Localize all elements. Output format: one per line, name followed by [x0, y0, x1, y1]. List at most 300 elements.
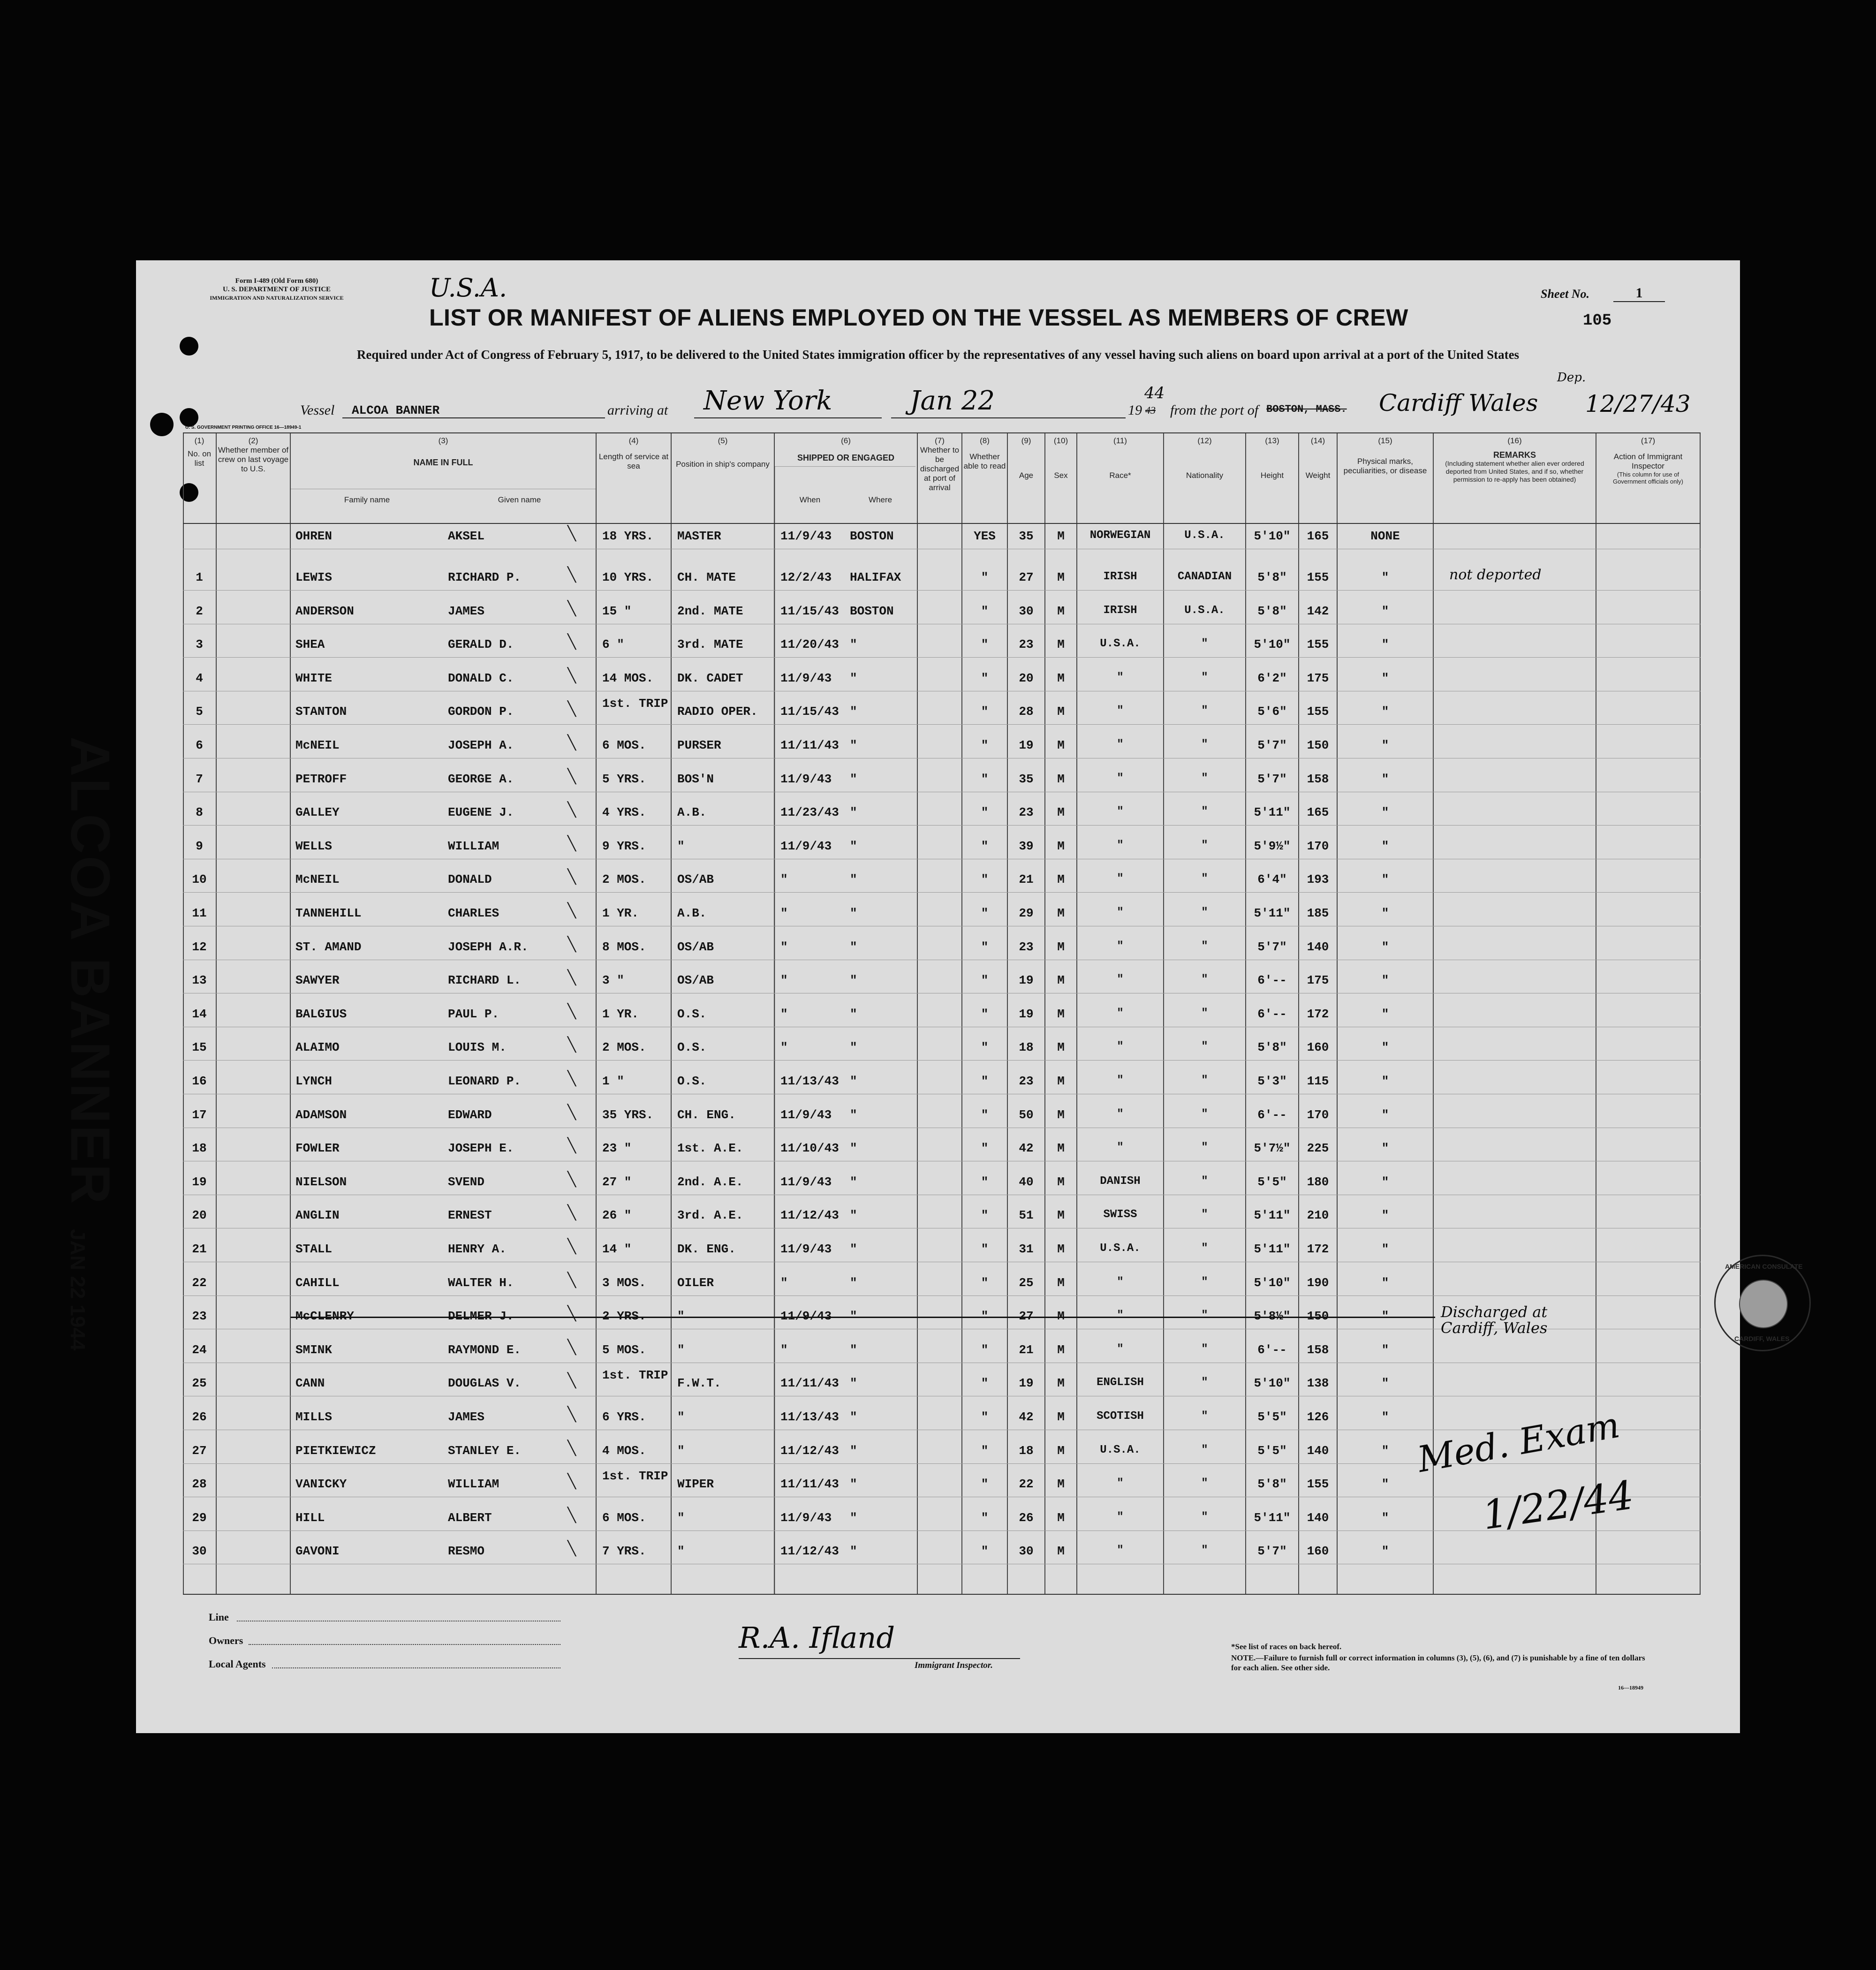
able-to-read-cell: "	[981, 671, 989, 685]
page-title: LIST OR MANIFEST OF ALIENS EMPLOYED ON THE VESSEL AS MEMBERS OF CREW	[429, 304, 1408, 331]
physical-marks-cell: NONE	[1370, 529, 1400, 543]
check-mark: ╲	[567, 1070, 576, 1087]
shipped-when-cell: "	[780, 1007, 788, 1021]
shipped-when-cell: 11/23/43	[780, 805, 839, 820]
able-to-read-cell: "	[981, 805, 989, 820]
physical-marks-cell: "	[1381, 1309, 1389, 1324]
given-name-cell: ERNEST	[448, 1208, 492, 1223]
row-number-cell: 14	[192, 1007, 207, 1021]
length-of-service-cell: 1 YR.	[602, 906, 639, 920]
position-cell: OS/AB	[677, 940, 714, 954]
length-of-service-cell: 6 MOS.	[602, 738, 646, 752]
given-name-cell: HENRY A.	[448, 1242, 507, 1256]
shipped-where-cell: "	[850, 671, 857, 685]
length-of-service-cell: 26 "	[602, 1208, 632, 1223]
weight-cell: 158	[1307, 1342, 1329, 1357]
nationality-cell: "	[1201, 1342, 1208, 1356]
arrival-date: Jan 22	[910, 386, 995, 416]
family-name-cell: GAVONI	[295, 1544, 340, 1559]
inspector-signature: R.A. Ifland	[739, 1621, 895, 1655]
race-cell: "	[1117, 1309, 1124, 1322]
family-name-cell: ALAIMO	[295, 1040, 340, 1055]
family-name-cell: VANICKY	[295, 1477, 347, 1492]
from-port-struck: BOSTON, MASS.	[1266, 403, 1347, 415]
age-cell: 18	[1019, 1443, 1034, 1458]
height-cell: 6'4"	[1257, 872, 1287, 887]
length-of-service-cell: 1st. TRIP	[602, 1469, 668, 1484]
sex-cell: M	[1057, 1510, 1065, 1525]
col-read-header: (8) Whether able to read	[963, 436, 1006, 470]
sex-cell: M	[1057, 906, 1065, 920]
handwritten-country: U.S.A.	[429, 273, 507, 303]
shipped-when-cell: 11/9/43	[780, 1510, 832, 1525]
shipped-where-cell: "	[850, 1443, 857, 1458]
med-exam-signature: Med. Exam	[1414, 1403, 1623, 1481]
length-of-service-cell: 5 MOS.	[602, 1342, 646, 1357]
given-name-cell: WILLIAM	[448, 839, 499, 853]
able-to-read-cell: "	[981, 637, 989, 652]
physical-marks-cell: "	[1381, 1007, 1389, 1021]
height-cell: 5'5"	[1257, 1174, 1287, 1189]
page-stamp-number: 105	[1583, 312, 1612, 330]
col-weight-header: (14) Weight	[1305, 436, 1331, 480]
length-of-service-cell: 35 YRS.	[602, 1107, 654, 1122]
check-mark: ╲	[567, 835, 576, 852]
sex-cell: M	[1057, 1410, 1065, 1424]
shipped-where-cell: "	[850, 1544, 857, 1559]
length-of-service-cell: 2 MOS.	[602, 872, 646, 887]
shipped-when-cell: 11/9/43	[780, 1309, 832, 1324]
weight-cell: 140	[1307, 1443, 1329, 1458]
able-to-read-cell: "	[981, 1376, 989, 1391]
departure-date: 12/27/43	[1585, 390, 1691, 417]
height-cell: 5'7"	[1257, 940, 1287, 954]
col-given-name-header: Given name	[498, 495, 541, 504]
shipped-where-cell: "	[850, 906, 857, 920]
row-number-cell: 15	[192, 1040, 207, 1055]
sex-cell: M	[1057, 637, 1065, 652]
height-cell: 5'11"	[1254, 1208, 1291, 1223]
age-cell: 40	[1019, 1174, 1034, 1189]
able-to-read-cell: "	[981, 1477, 989, 1492]
weight-cell: 172	[1307, 1242, 1329, 1256]
check-mark: ╲	[567, 869, 576, 886]
physical-marks-cell: "	[1381, 1376, 1389, 1391]
sex-cell: M	[1057, 772, 1065, 786]
row-number-cell: 17	[192, 1107, 207, 1122]
check-mark: ╲	[567, 768, 576, 785]
shipped-when-cell: "	[780, 973, 788, 988]
shipped-when-cell: 11/10/43	[780, 1141, 839, 1156]
shipped-when-cell: 11/9/43	[780, 529, 832, 543]
shipped-when-cell: 11/9/43	[780, 1107, 832, 1122]
able-to-read-cell: "	[981, 705, 989, 719]
position-cell: "	[677, 1410, 685, 1424]
weight-cell: 126	[1307, 1410, 1329, 1424]
physical-marks-cell: "	[1381, 1410, 1389, 1424]
race-cell: "	[1117, 973, 1124, 986]
height-cell: 5'8"	[1257, 1040, 1287, 1055]
position-cell: O.S.	[677, 1007, 707, 1021]
check-mark: ╲	[567, 902, 576, 919]
col-action-header: (17) Action of Immigrant Inspector (This column for use of Government officials only)	[1612, 436, 1684, 485]
col-height-header: (13) Height	[1260, 436, 1284, 480]
physical-marks-cell: "	[1381, 805, 1389, 820]
family-name-cell: MILLS	[295, 1410, 333, 1424]
position-cell: CH. ENG.	[677, 1107, 736, 1122]
check-mark: ╲	[567, 667, 576, 684]
height-cell: 5'7½"	[1254, 1141, 1291, 1156]
height-cell: 5'8"	[1257, 1477, 1287, 1492]
age-cell: 25	[1019, 1275, 1034, 1290]
sex-cell: M	[1057, 872, 1065, 887]
sex-cell: M	[1057, 805, 1065, 820]
weight-cell: 160	[1307, 1544, 1329, 1559]
race-cell: U.S.A.	[1100, 1242, 1141, 1255]
given-name-cell: RESMO	[448, 1544, 485, 1559]
age-cell: 21	[1019, 1342, 1034, 1357]
row-number-cell: 1	[196, 570, 203, 584]
shipped-when-cell: 11/13/43	[780, 1410, 839, 1424]
able-to-read-cell: "	[981, 1275, 989, 1290]
age-cell: 19	[1019, 1007, 1034, 1021]
row-number-cell: 3	[196, 637, 203, 652]
weight-cell: 172	[1307, 1007, 1329, 1021]
arriving-label: arriving at	[607, 402, 668, 418]
nationality-cell: "	[1201, 973, 1208, 986]
row-number-cell: 16	[192, 1074, 207, 1088]
line-label: Line	[209, 1611, 229, 1623]
col-nationality-header: (12) Nationality	[1186, 436, 1224, 480]
year-prefix: 19	[1128, 402, 1142, 418]
nationality-cell: "	[1201, 1275, 1208, 1288]
check-mark: ╲	[567, 936, 576, 953]
shipped-when-cell: 11/11/43	[780, 738, 839, 752]
height-cell: 6'--	[1257, 973, 1287, 988]
row-number-cell: 10	[192, 872, 207, 887]
weight-cell: 150	[1307, 1309, 1329, 1324]
nationality-cell: "	[1201, 1040, 1208, 1053]
check-mark: ╲	[567, 525, 576, 542]
row-number-cell: 19	[192, 1174, 207, 1189]
col-marks-header: (15) Physical marks, peculiarities, or disease	[1343, 436, 1427, 475]
age-cell: 23	[1019, 637, 1034, 652]
row-number-cell: 9	[196, 839, 203, 853]
form-reference	[188, 277, 366, 302]
weight-cell: 158	[1307, 772, 1329, 786]
row-number-cell: 27	[192, 1443, 207, 1458]
check-mark: ╲	[567, 1238, 576, 1255]
race-cell: IRISH	[1103, 604, 1137, 617]
age-cell: 27	[1019, 570, 1034, 584]
race-cell: "	[1117, 1040, 1124, 1053]
check-mark: ╲	[567, 634, 576, 651]
physical-marks-cell: "	[1381, 1242, 1389, 1256]
form-number: Form I-489 (Old Form 680)	[235, 277, 318, 285]
position-cell: OS/AB	[677, 973, 714, 988]
length-of-service-cell: 6 YRS.	[602, 1410, 646, 1424]
family-name-cell: SMINK	[295, 1342, 333, 1357]
sex-cell: M	[1057, 1107, 1065, 1122]
penalty-note: NOTE.—Failure to furnish full or correct information in columns (3), (5), (6), and (7) is punishable by a fine of ten dollars for each alien. See other side.	[1231, 1653, 1645, 1672]
able-to-read-cell: "	[981, 604, 989, 618]
weight-cell: 138	[1307, 1376, 1329, 1391]
check-mark: ╲	[567, 970, 576, 986]
row-number-cell: 26	[192, 1410, 207, 1424]
height-cell: 5'6"	[1257, 705, 1287, 719]
given-name-cell: RICHARD L.	[448, 973, 522, 988]
nationality-cell: "	[1201, 1242, 1208, 1255]
race-cell: ENGLISH	[1097, 1376, 1144, 1389]
shipped-when-cell: 11/9/43	[780, 839, 832, 853]
weight-cell: 190	[1307, 1275, 1329, 1290]
family-name-cell: GALLEY	[295, 805, 340, 820]
shipped-where-cell: "	[850, 1107, 857, 1122]
position-cell: OILER	[677, 1275, 714, 1290]
weight-cell: 155	[1307, 705, 1329, 719]
family-name-cell: HILL	[295, 1510, 325, 1525]
age-cell: 19	[1019, 738, 1034, 752]
check-mark: ╲	[567, 1272, 576, 1288]
sex-cell: M	[1057, 1376, 1065, 1391]
family-name-cell: PIETKIEWICZ	[295, 1443, 376, 1458]
race-cell: U.S.A.	[1100, 637, 1141, 651]
row-number-cell: 24	[192, 1342, 207, 1357]
family-name-cell: NIELSON	[295, 1174, 347, 1189]
shipped-when-cell: 11/11/43	[780, 1376, 839, 1391]
age-cell: 29	[1019, 906, 1034, 920]
family-name-cell: STALL	[295, 1242, 333, 1256]
check-mark: ╲	[567, 1305, 576, 1322]
remark-not-deported: not deported	[1449, 567, 1542, 583]
check-mark: ╲	[567, 1372, 576, 1389]
given-name-cell: LEONARD P.	[448, 1074, 522, 1088]
position-cell: "	[677, 1443, 685, 1458]
row-number-cell: 11	[192, 906, 207, 920]
position-cell: 3rd. MATE	[677, 637, 743, 652]
race-cell: "	[1117, 805, 1124, 818]
shipped-where-cell: "	[850, 1007, 857, 1021]
check-mark: ╲	[567, 735, 576, 751]
given-name-cell: WILLIAM	[448, 1477, 499, 1492]
nationality-cell: CANADIAN	[1177, 570, 1232, 583]
physical-marks-cell: "	[1381, 570, 1389, 584]
length-of-service-cell: 8 MOS.	[602, 940, 646, 954]
length-of-service-cell: 9 YRS.	[602, 839, 646, 853]
nationality-cell: "	[1201, 1007, 1208, 1020]
sex-cell: M	[1057, 1040, 1065, 1055]
check-mark: ╲	[567, 802, 576, 818]
strikethrough-line	[291, 1317, 1435, 1318]
position-cell: BOS'N	[677, 772, 714, 786]
shipped-where-cell: "	[850, 973, 857, 988]
check-mark: ╲	[567, 1104, 576, 1121]
physical-marks-cell: "	[1381, 1074, 1389, 1088]
height-cell: 5'7"	[1257, 772, 1287, 786]
family-name-cell: CAHILL	[295, 1275, 340, 1290]
length-of-service-cell: 4 MOS.	[602, 1443, 646, 1458]
nationality-cell: "	[1201, 1208, 1208, 1221]
height-cell: 5'3"	[1257, 1074, 1287, 1088]
given-name-cell: EDWARD	[448, 1107, 492, 1122]
race-cell: "	[1117, 1141, 1124, 1154]
sex-cell: M	[1057, 529, 1065, 543]
position-cell: OS/AB	[677, 872, 714, 887]
shipped-when-cell: 11/9/43	[780, 1174, 832, 1189]
shipped-when-cell: 12/2/43	[780, 570, 832, 584]
given-name-cell: JOSEPH A.	[448, 738, 514, 752]
row-number-cell: 18	[192, 1141, 207, 1156]
shipped-when-cell: 11/11/43	[780, 1477, 839, 1492]
height-cell: 6'--	[1257, 1107, 1287, 1122]
physical-marks-cell: "	[1381, 1342, 1389, 1357]
col-family-name-header: Family name	[344, 495, 390, 504]
nationality-cell: "	[1201, 872, 1208, 886]
shipped-where-cell: "	[850, 872, 857, 887]
row-number-cell: 12	[192, 940, 207, 954]
sex-cell: M	[1057, 1074, 1065, 1088]
sex-cell: M	[1057, 671, 1065, 685]
race-cell: "	[1117, 705, 1124, 718]
row-number-cell: 2	[196, 604, 203, 618]
able-to-read-cell: "	[981, 1544, 989, 1559]
shipped-where-cell: "	[850, 805, 857, 820]
col-position-header: (5) Position in ship's company	[676, 436, 770, 469]
length-of-service-cell: 6 MOS.	[602, 1510, 646, 1525]
given-name-cell: RICHARD P.	[448, 570, 522, 584]
age-cell: 23	[1019, 1074, 1034, 1088]
given-name-cell: AKSEL	[448, 529, 485, 543]
row-number-cell: 5	[196, 705, 203, 719]
able-to-read-cell: YES	[974, 529, 996, 543]
nationality-cell: "	[1201, 705, 1208, 718]
age-cell: 28	[1019, 705, 1034, 719]
length-of-service-cell: 1 "	[602, 1074, 624, 1088]
shipped-when-cell: 11/9/43	[780, 671, 832, 685]
able-to-read-cell: "	[981, 738, 989, 752]
physical-marks-cell: "	[1381, 973, 1389, 988]
given-name-cell: SVEND	[448, 1174, 485, 1189]
shipped-where-cell: "	[850, 1477, 857, 1492]
length-of-service-cell: 14 MOS.	[602, 671, 654, 685]
given-name-cell: JOSEPH A.R.	[448, 940, 529, 954]
race-cell: "	[1117, 1510, 1124, 1523]
physical-marks-cell: "	[1381, 1208, 1389, 1223]
age-cell: 31	[1019, 1242, 1034, 1256]
sex-cell: M	[1057, 570, 1065, 584]
row-number-cell: 4	[196, 671, 203, 685]
able-to-read-cell: "	[981, 940, 989, 954]
shipped-where-cell: "	[850, 1376, 857, 1391]
inspector-label: Immigrant Inspector.	[915, 1660, 993, 1670]
physical-marks-cell: "	[1381, 1477, 1389, 1492]
col-age-header: (9) Age	[1019, 436, 1034, 480]
age-cell: 18	[1019, 1040, 1034, 1055]
physical-marks-cell: "	[1381, 906, 1389, 920]
physical-marks-cell: "	[1381, 738, 1389, 752]
shipped-where-cell: "	[850, 637, 857, 652]
length-of-service-cell: 1st. TRIP	[602, 1368, 668, 1383]
sex-cell: M	[1057, 1208, 1065, 1223]
race-cell: "	[1117, 1477, 1124, 1490]
age-cell: 30	[1019, 604, 1034, 618]
nationality-cell: "	[1201, 637, 1208, 651]
able-to-read-cell: "	[981, 1242, 989, 1256]
check-mark: ╲	[567, 1507, 576, 1523]
physical-marks-cell: "	[1381, 1443, 1389, 1458]
age-cell: 21	[1019, 872, 1034, 887]
family-name-cell: McCLENRY	[295, 1309, 354, 1324]
check-mark: ╲	[567, 1171, 576, 1188]
family-name-cell: SAWYER	[295, 973, 340, 988]
sex-cell: M	[1057, 1443, 1065, 1458]
age-cell: 23	[1019, 940, 1034, 954]
race-cell: "	[1117, 906, 1124, 919]
arrival-port: New York	[704, 386, 832, 416]
height-cell: 5'8½"	[1254, 1309, 1291, 1324]
able-to-read-cell: "	[981, 1342, 989, 1357]
position-cell: DK. ENG.	[677, 1242, 736, 1256]
race-cell: SCOTISH	[1097, 1410, 1144, 1423]
weight-cell: 155	[1307, 1477, 1329, 1492]
inspector-date-signature: 1/22/44	[1479, 1471, 1637, 1539]
height-cell: 6'2"	[1257, 671, 1287, 685]
family-name-cell: CANN	[295, 1376, 325, 1391]
position-cell: MASTER	[677, 529, 721, 543]
given-name-cell: RAYMOND E.	[448, 1342, 522, 1357]
height-cell: 5'5"	[1257, 1410, 1287, 1424]
given-name-cell: GORDON P.	[448, 705, 514, 719]
height-cell: 6'--	[1257, 1342, 1287, 1357]
check-mark: ╲	[567, 1440, 576, 1456]
shipped-when-cell: 11/15/43	[780, 705, 839, 719]
height-cell: 5'5"	[1257, 1443, 1287, 1458]
position-cell: 2nd. MATE	[677, 604, 743, 618]
given-name-cell: WALTER H.	[448, 1275, 514, 1290]
shipped-when-cell: 11/13/43	[780, 1074, 839, 1088]
given-name-cell: PAUL P.	[448, 1007, 499, 1021]
shipped-when-cell: "	[780, 1342, 788, 1357]
family-name-cell: STANTON	[295, 705, 347, 719]
age-cell: 19	[1019, 1376, 1034, 1391]
family-name-cell: FOWLER	[295, 1141, 340, 1156]
physical-marks-cell: "	[1381, 839, 1389, 853]
length-of-service-cell: 23 "	[602, 1141, 632, 1156]
race-cell: "	[1117, 940, 1124, 953]
height-cell: 5'11"	[1254, 1510, 1291, 1525]
age-cell: 27	[1019, 1309, 1034, 1324]
nationality-cell: U.S.A.	[1184, 529, 1225, 542]
age-cell: 42	[1019, 1141, 1034, 1156]
weight-cell: 155	[1307, 570, 1329, 584]
act-requirement-text: Required under Act of Congress of February 5, 1917, to be delivered to the United States immigration officer by the representatives of any vessel having such aliens on board upon arrival at a port of the United States	[356, 348, 1520, 362]
given-name-cell: ALBERT	[448, 1510, 492, 1525]
race-cell: "	[1117, 772, 1124, 785]
local-agents-label: Local Agents	[209, 1658, 266, 1670]
able-to-read-cell: "	[981, 1007, 989, 1021]
age-cell: 23	[1019, 805, 1034, 820]
weight-cell: 165	[1307, 529, 1329, 543]
year-handwritten: 44	[1144, 384, 1165, 402]
physical-marks-cell: "	[1381, 1040, 1389, 1055]
position-cell: 1st. A.E.	[677, 1141, 743, 1156]
shipped-where-cell: "	[850, 1208, 857, 1223]
nationality-cell: "	[1201, 738, 1208, 751]
able-to-read-cell: "	[981, 1107, 989, 1122]
family-name-cell: PETROFF	[295, 772, 347, 786]
shipped-when-cell: 11/9/43	[780, 772, 832, 786]
sheet-number: 1	[1613, 285, 1665, 302]
